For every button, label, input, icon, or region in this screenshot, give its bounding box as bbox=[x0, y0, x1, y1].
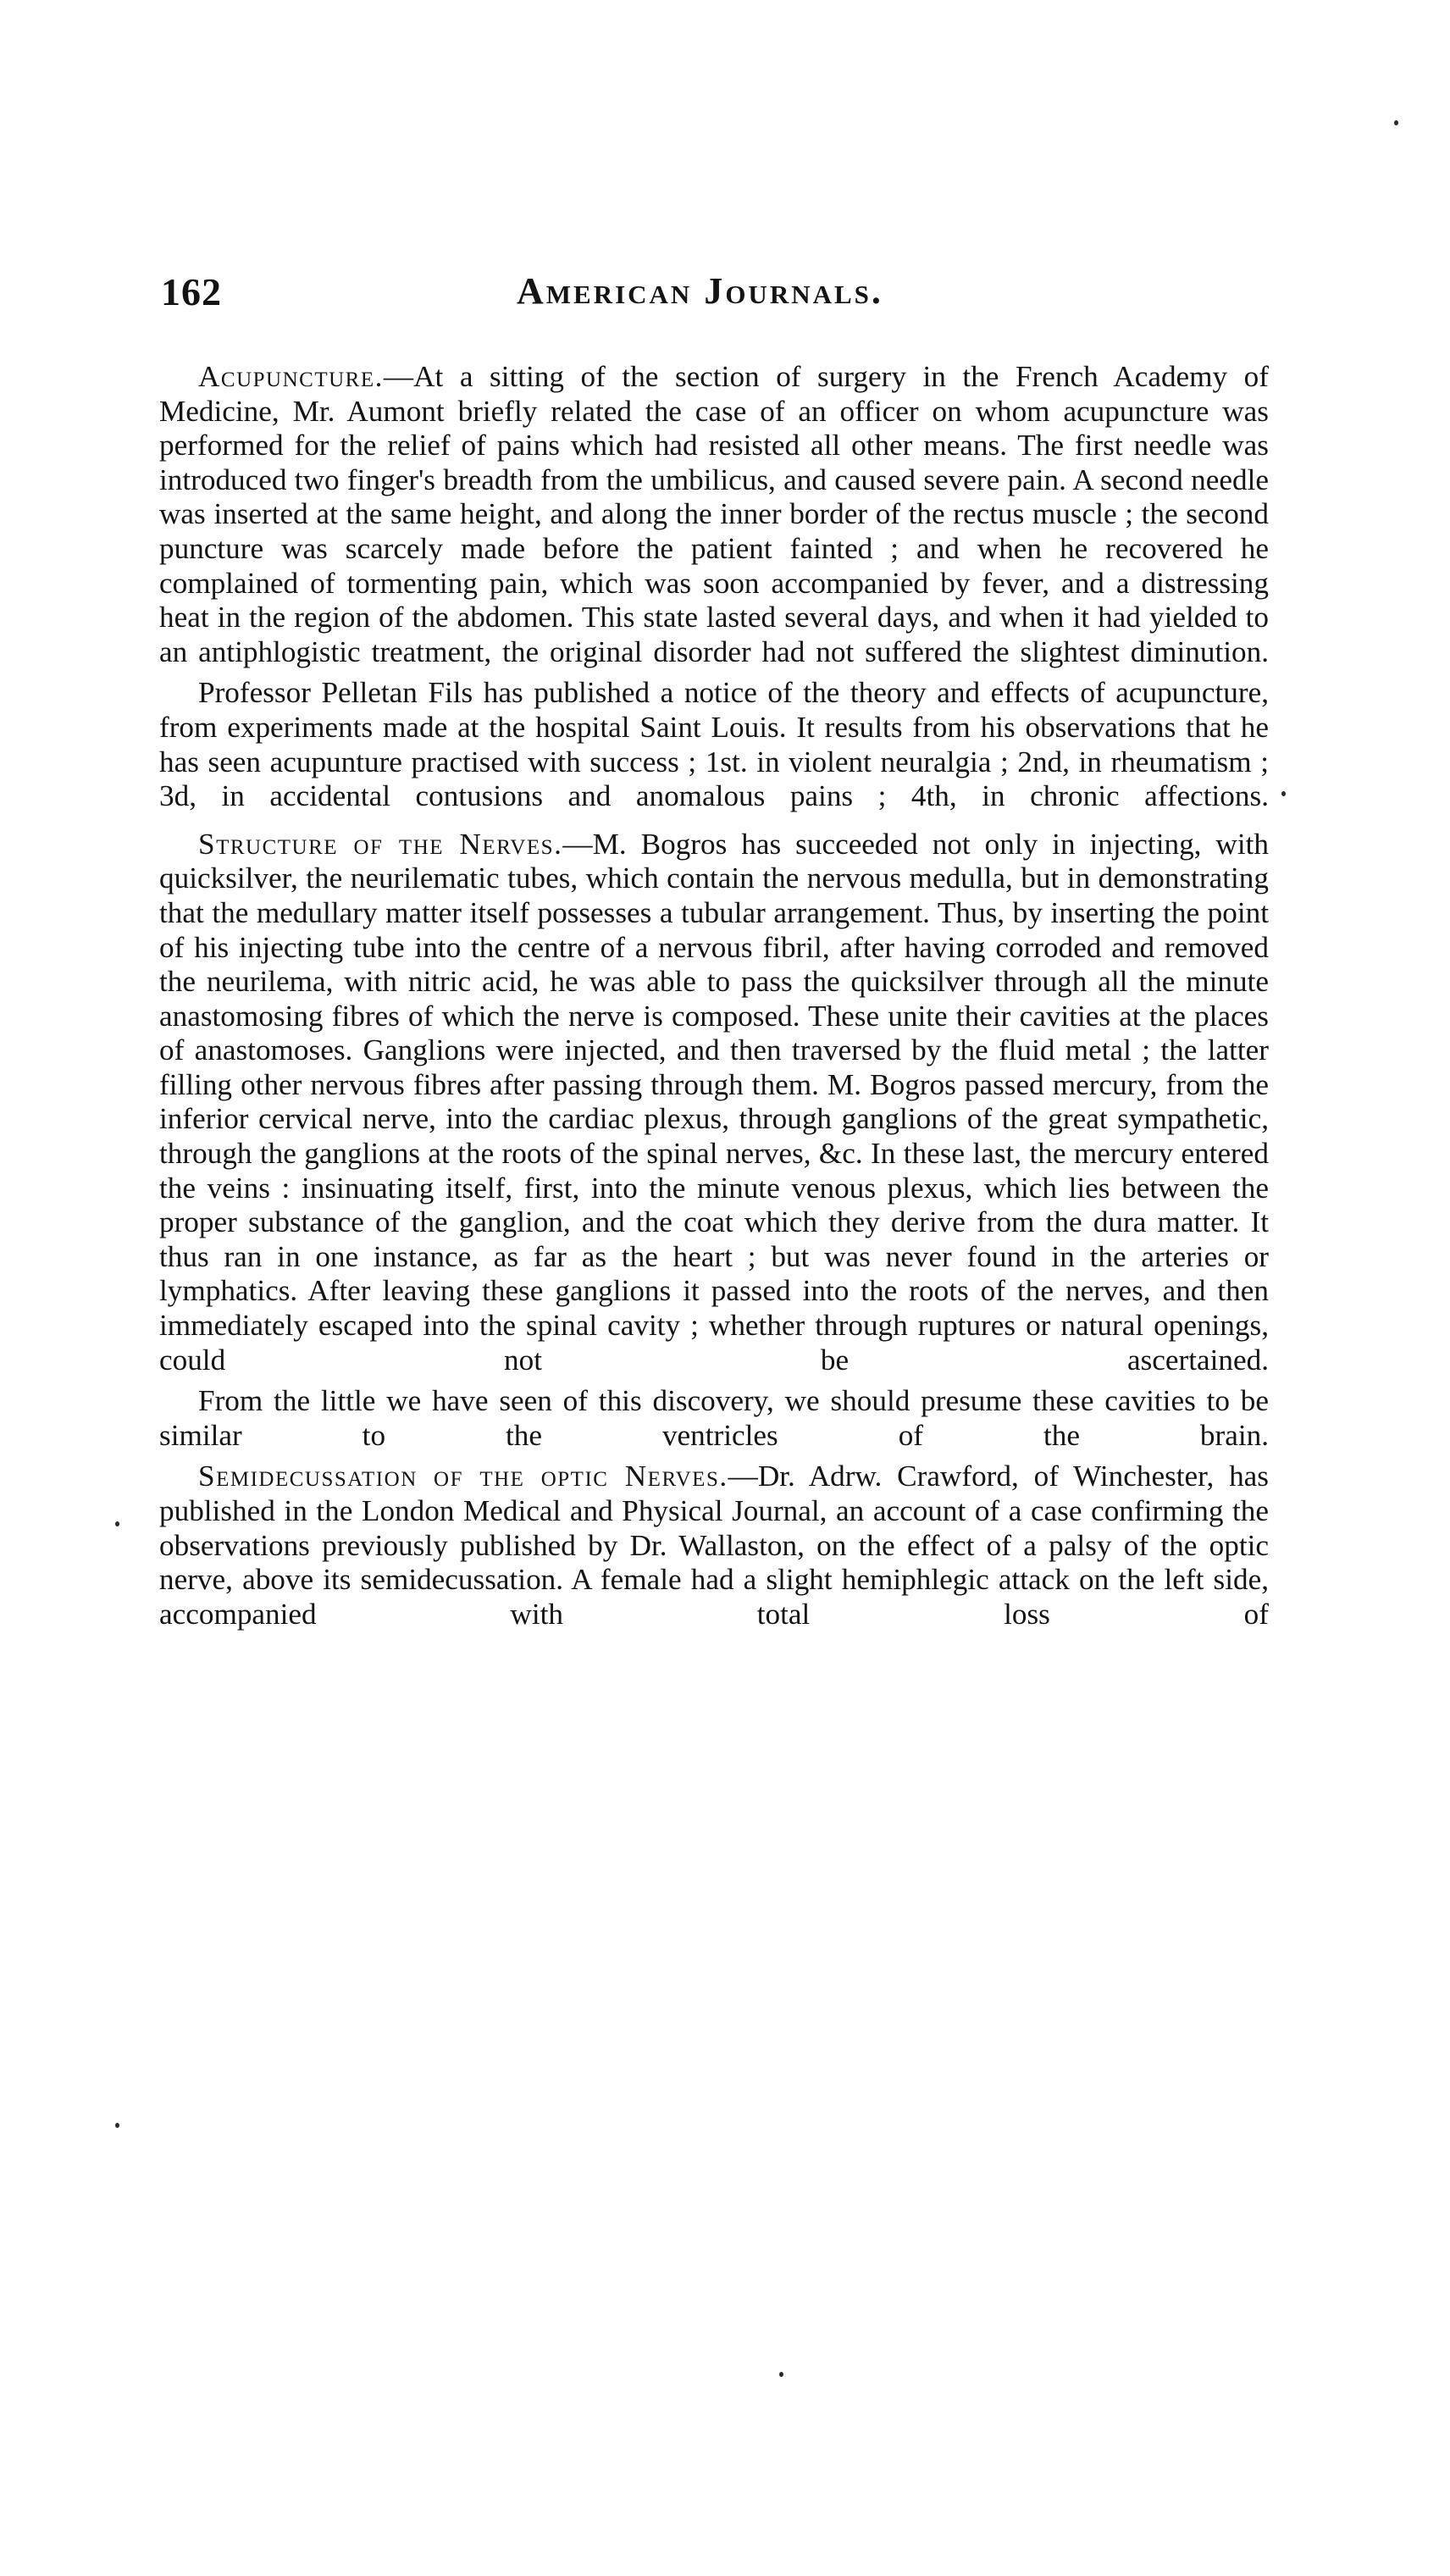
presume-text: From the little we have seen of this discovery, we should presume these cavities to be similar to the ventricles of the brain. bbox=[159, 1384, 1269, 1452]
running-head: American Journals. bbox=[517, 270, 883, 312]
article-body bbox=[159, 360, 1269, 1631]
page-number: 162 bbox=[161, 270, 222, 313]
ink-speck bbox=[1281, 791, 1286, 796]
pelletan-paragraph bbox=[159, 676, 1269, 813]
ink-speck bbox=[1394, 120, 1398, 125]
acupuncture-paragraph bbox=[159, 360, 1269, 669]
optic-paragraph bbox=[159, 1460, 1269, 1631]
acupuncture-text: —At a sitting of the section of surgery in the French Academy of Medicine, Mr. Aumont briefly related the case of an officer on whom acupuncture was performed for the relief of pains which had resisted all other means. The first needle was introduced two finger's breadth from the umbilicus, and caused severe pain. A second needle was inserted at the same height, and along the inner border of the rectus muscle ; the second puncture was scarcely made before the patient fainted ; and when he recovered he complained of tormenting pain, which was soon accompanied by fever, and a distressing heat in the region of the abdomen. This state lasted several days, and when it had yielded to an antiphlogistic treatment, the original disorder had not suffered the slightest diminution. bbox=[159, 360, 1269, 668]
presume-paragraph bbox=[159, 1384, 1269, 1453]
optic-text: —Dr. Adrw. Crawford, of Winchester, has published in the London Medical and Physical Journal, an account of a case confirming the observations previously published by Dr. Wallaston, on the effect of a palsy of the optic nerve, above its semidecussation. A female had a slight hemiphlegic attack on the left side, accompanied with total loss of bbox=[159, 1460, 1269, 1631]
ink-speck bbox=[115, 2123, 119, 2128]
section-heading-optic: Semidecussation of the optic Nerves. bbox=[198, 1460, 728, 1493]
nerves-paragraph bbox=[159, 828, 1269, 1378]
ink-speck bbox=[115, 1521, 119, 1526]
page-header bbox=[161, 269, 1270, 337]
nerves-text: —M. Bogros has succeeded not only in injecting, with quicksilver, the neurilematic tubes, which contain the nervous medulla, but in demonstrating that the medullary matter itself possesses a tubular arrangement. Thus, by inserting the point of his injecting tube into the centre of a nervous fibril, after having corroded and removed the neurilema, with nitric acid, he was able to pass the quicksilver through all the minute anastomosing fibres of which the nerve is composed. These unite their cavities at the places of anastomoses. Ganglions were injected, and then traversed by the fluid metal ; the latter filling other nervous fibres after passing through them. M. Bogros passed mercury, from the inferior cervical nerve, into the cardiac plexus, through ganglions of the great sympathetic, through the ganglions at the roots of the spinal nerves, &c. In these last, the mercury entered the veins : insinuating itself, first, into the minute venous plexus, which lies between the proper substance of the ganglion, and the coat which they derive from the dura matter. It thus ran in one instance, as far as the heart ; but was never found in the arteries or lymphatics. After leaving these ganglions it passed into the roots of the nerves, and then immediately escaped into the spinal cavity ; whether through ruptures or natural openings, could not be ascertained. bbox=[159, 827, 1269, 1377]
section-heading-nerves: Structure of the Nerves. bbox=[198, 827, 563, 861]
section-heading-acupuncture: Acupuncture. bbox=[198, 360, 384, 393]
pelletan-text: Professor Pelletan Fils has published a notice of the theory and effects of acupuncture, from experiments made at the hospital Saint Louis. It results from his observations that he has seen acupunture practised with success ; 1st. in violent neuralgia ; 2nd, in rheumatism ; 3d, in accidental contusions and anomalous pains ; 4th, in chronic affections. bbox=[159, 676, 1269, 813]
ink-speck bbox=[779, 2372, 783, 2377]
